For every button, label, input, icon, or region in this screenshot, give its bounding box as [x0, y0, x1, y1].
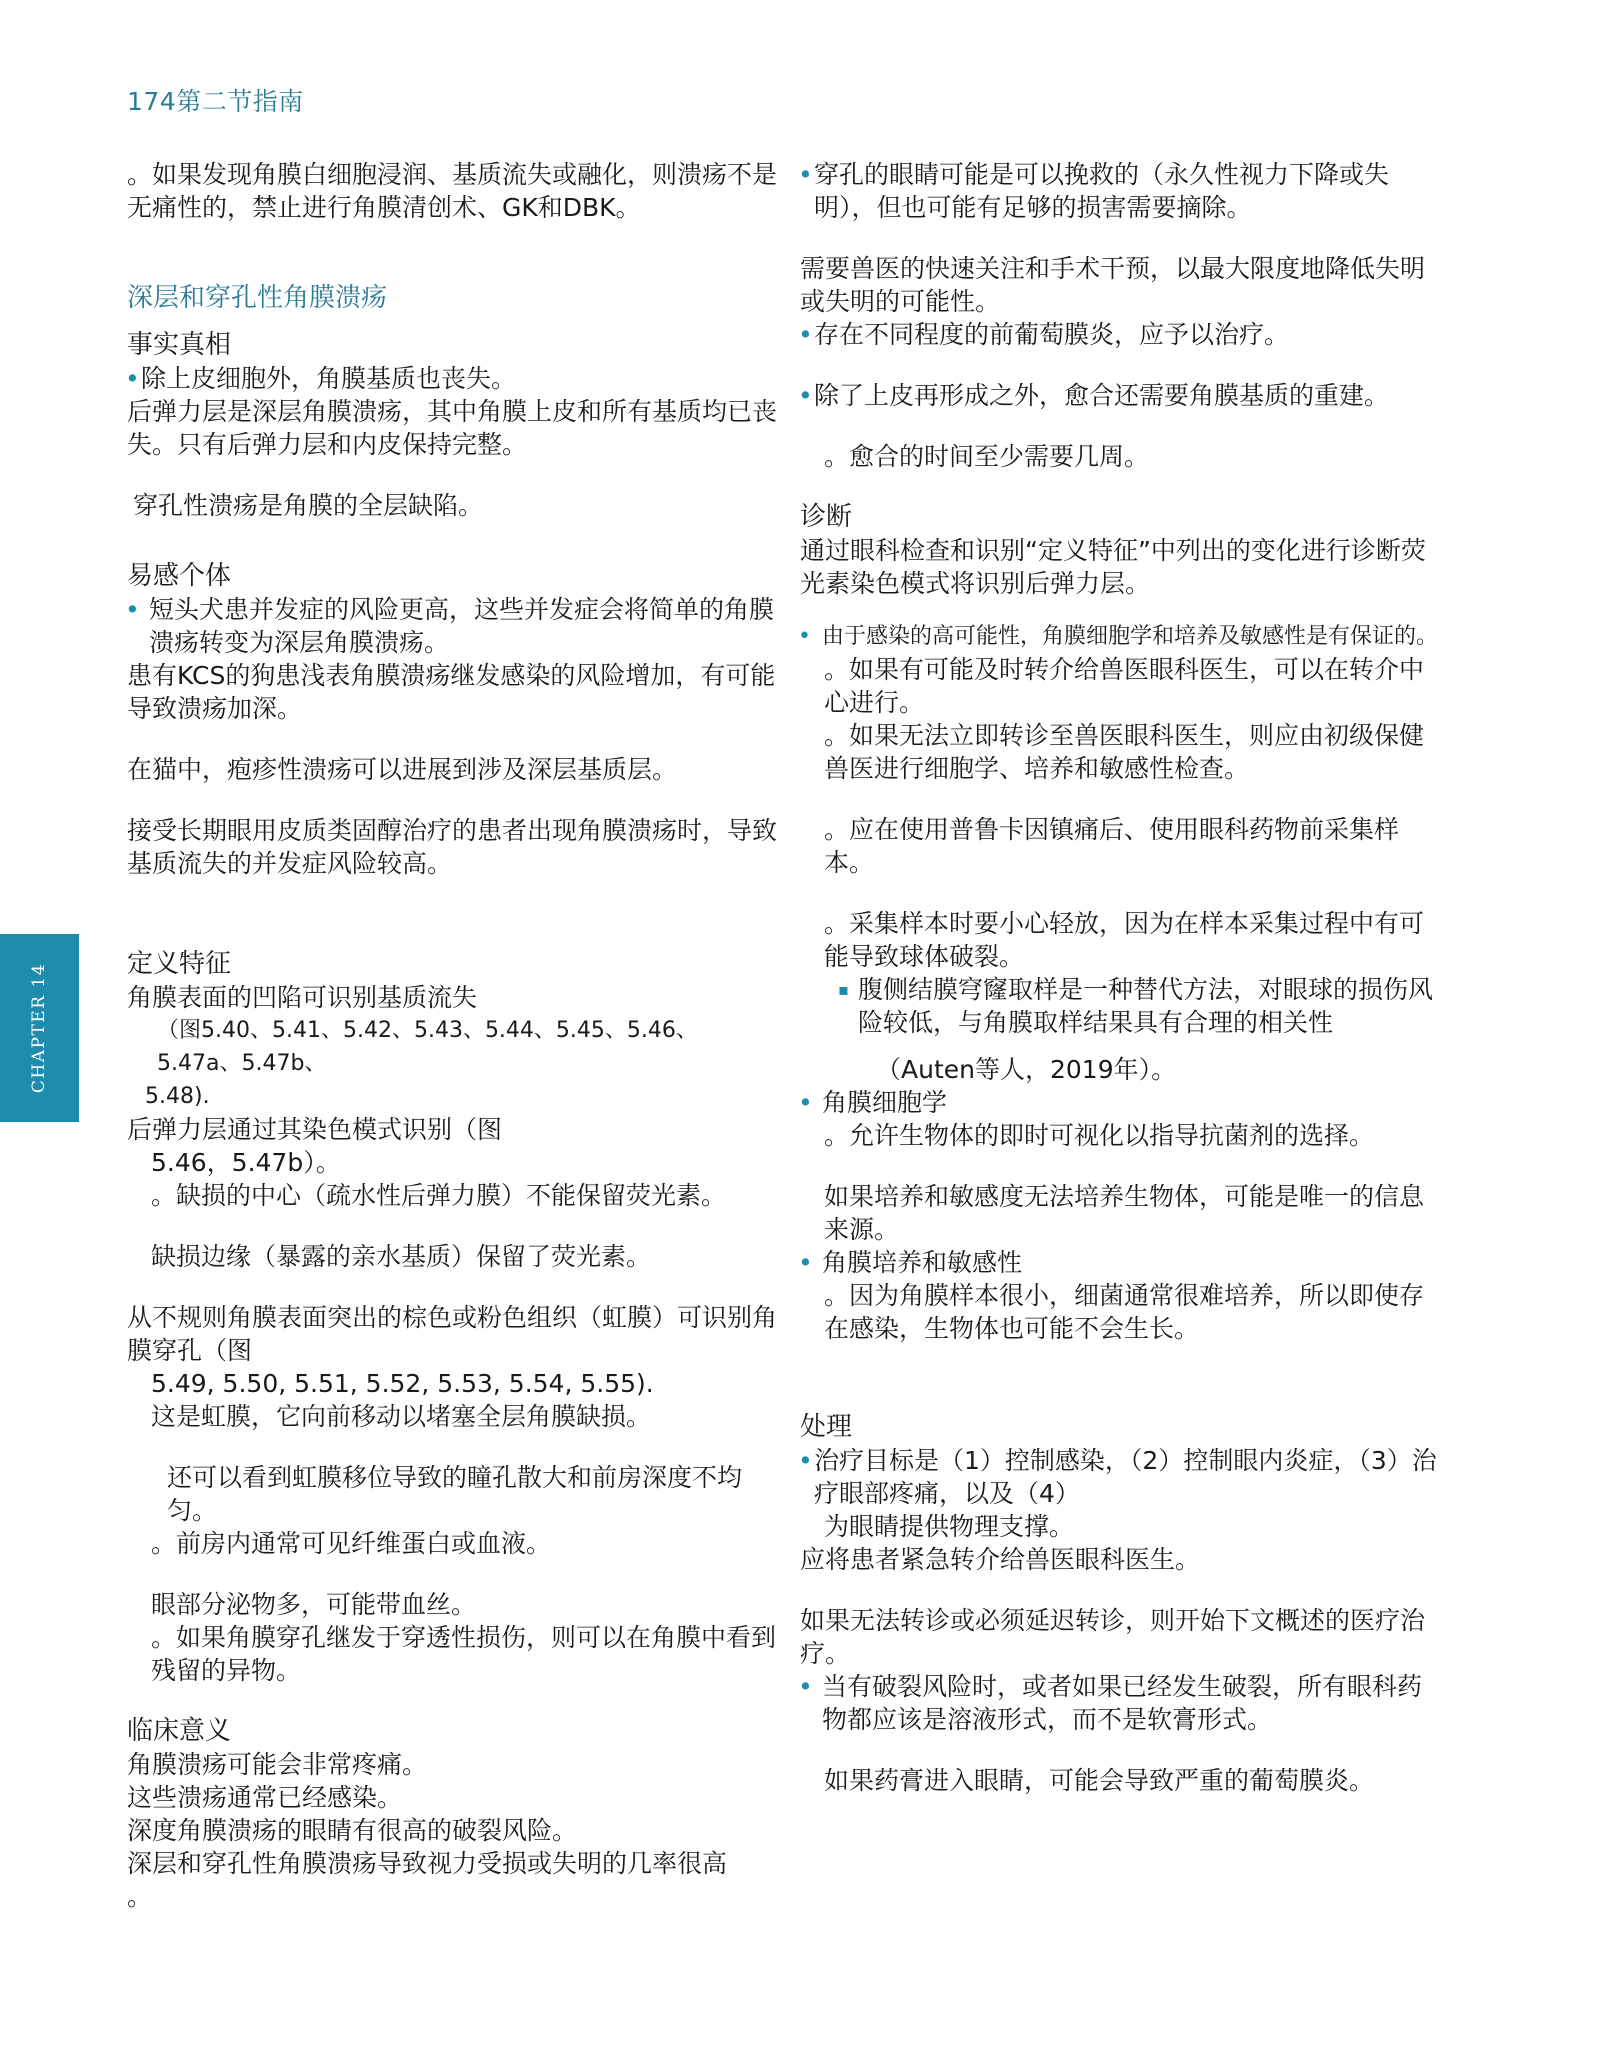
diagnosis-sub-5: 。允许生物体的即时可视化以指导抗菌剂的选择。: [824, 1121, 1375, 1150]
diagnosis-sub-4: 。采集样本时要小心轻放，因为在样本采集过程中有可能导致球体破裂。: [824, 909, 1425, 971]
treatment-sub-1: 如果药膏进入眼睛，可能会导致严重的葡萄膜炎。: [824, 1766, 1375, 1795]
defining-paragraph-8: 。前房内通常可见纤维蛋白或血液。: [151, 1529, 552, 1558]
treatment-bullet-1: • 治疗目标是（1）控制感染，（2）控制眼内炎症，（3）治疗眼部疼痛，以及（4）: [800, 1444, 1440, 1510]
chapter-tab-label: CHAPTER 14: [29, 962, 50, 1094]
susceptible-paragraph-2: 在猫中，疱疹性溃疡可以进展到涉及深层基质层。: [127, 755, 678, 784]
diagnosis-citation: （Auten等人，2019年）。: [876, 1055, 1177, 1084]
diagnosis-sub-1: 。如果有可能及时转介给兽医眼科医生，可以在转介中心进行。: [824, 655, 1425, 717]
treatment-bullet-2: • 当有破裂风险时，或者如果已经发生破裂，所有眼科药物都应该是溶液形式，而不是软膏形式。: [800, 1670, 1440, 1736]
defining-paragraph-4: 缺损边缘（暴露的亲水基质）保留了荧光素。: [151, 1242, 652, 1271]
clinical-paragraph-4: 深层和穿孔性角膜溃疡导致视力受损或失明的几率很高: [127, 1849, 728, 1878]
defining-figures-3: 5.49, 5.50, 5.51, 5.52, 5.53, 5.54, 5.55).: [151, 1369, 654, 1398]
defining-figures-1b: 5.48).: [145, 1084, 210, 1109]
diagnosis-sub-3: 。应在使用普鲁卡因镇痛后、使用眼科药物前采集样本。: [824, 815, 1400, 877]
clinical-paragraph-2: 这些溃疡通常已经感染。: [127, 1783, 403, 1812]
clinical-paragraph-4-end: 。: [127, 1882, 153, 1911]
right-paragraph-2: 。愈合的时间至少需要几周。: [824, 442, 1150, 471]
clinical-paragraph-1: 角膜溃疡可能会非常疼痛。: [127, 1750, 428, 1779]
susceptible-heading: 易感个体: [127, 561, 232, 591]
defining-paragraph-3: 。缺损的中心（疏水性后弹力膜）不能保留荧光素。: [151, 1181, 727, 1210]
facts-heading: 事实真相: [127, 330, 232, 360]
defining-paragraph-2: 后弹力层通过其染色模式识别（图: [127, 1115, 503, 1144]
diagnosis-square-text: ▪ 腹侧结膜穹窿取样是一种替代方法，对眼球的损伤风险较低，与角膜取样结果具有合理的相关性: [858, 975, 1434, 1037]
defining-paragraph-9: 眼部分泌物多，可能带血丝。: [151, 1590, 477, 1619]
right-bullet-3: • 除了上皮再形成之外，愈合还需要角膜基质的重建。: [800, 379, 1440, 412]
chapter-tab: [0, 934, 79, 1122]
diagnosis-bullet-2: • 角膜细胞学: [800, 1086, 1440, 1119]
defining-paragraph-7: 还可以看到虹膜移位导致的瞳孔散大和前房深度不均匀。: [167, 1463, 743, 1525]
clinical-paragraph-3: 深度角膜溃疡的眼睛有很高的破裂风险。: [127, 1816, 578, 1845]
diagnosis-bullet-1: • 由于感染的高可能性，角膜细胞学和培养及敏感性是有保证的。: [800, 620, 1440, 653]
defining-paragraph-1: 角膜表面的凹陷可识别基质流失: [127, 983, 478, 1012]
treatment-paragraph-1: 应将患者紧急转介给兽医眼科医生。: [800, 1545, 1201, 1574]
treatment-heading: 处理: [800, 1412, 853, 1442]
defining-paragraph-6: 这是虹膜，它向前移动以堵塞全层角膜缺损。: [151, 1402, 652, 1431]
defining-heading: 定义特征: [127, 949, 232, 979]
diagnosis-paragraph-1: 通过眼科检查和识别“定义特征”中列出的变化进行诊断荧光素染色模式将识别后弹力层。: [800, 536, 1426, 598]
facts-paragraph-1: 后弹力层是深层角膜溃疡，其中角膜上皮和所有基质均已丧失。只有后弹力层和内皮保持完整。: [127, 397, 778, 459]
diagnosis-heading: 诊断: [800, 502, 853, 532]
right-paragraph-1: 需要兽医的快速关注和手术干预，以最大限度地降低失明或失明的可能性。: [800, 254, 1426, 316]
facts-bullet: • 除上皮细胞外，角膜基质也丧失。: [127, 362, 777, 395]
defining-paragraph-10: 。如果角膜穿孔继发于穿透性损伤，则可以在角膜中看到残留的异物。: [151, 1623, 777, 1685]
susceptible-paragraph-3: 接受长期眼用皮质类固醇治疗的患者出现角膜溃疡时，导致基质流失的并发症风险较高。: [127, 816, 778, 878]
intro-paragraph: 。如果发现角膜白细胞浸润、基质流失或融化，则溃疡不是无痛性的，禁止进行角膜清创术、GK和DBK。: [127, 160, 778, 222]
page-header: 174第二节指南: [127, 87, 304, 116]
right-bullet-2: • 存在不同程度的前葡萄膜炎，应予以治疗。: [800, 318, 1440, 351]
diagnosis-sub-6: 如果培养和敏感度无法培养生物体，可能是唯一的信息来源。: [824, 1182, 1425, 1244]
susceptible-bullet: • 短头犬患并发症的风险更高，这些并发症会将简单的角膜溃疡转变为深层角膜溃疡。: [127, 593, 777, 659]
diagnosis-square-bullet: [800, 973, 1440, 1039]
right-bullet-1: • 穿孔的眼睛可能是可以挽救的（永久性视力下降或失明），但也可能有足够的损害需要摘除。: [800, 158, 1440, 224]
susceptible-paragraph-1: 患有KCS的狗患浅表角膜溃疡继发感染的风险增加，有可能导致溃疡加深。: [127, 661, 776, 723]
left-column: [127, 158, 777, 1913]
defining-paragraph-5: 从不规则角膜表面突出的棕色或粉色组织（虹膜）可识别角膜穿孔（图: [127, 1303, 778, 1365]
clinical-heading: 临床意义: [127, 1716, 232, 1746]
defining-figures-2: 5.46，5.47b）。: [151, 1148, 341, 1177]
diagnosis-bullet-3: • 角膜培养和敏感性: [800, 1246, 1440, 1279]
right-column: [800, 158, 1440, 1797]
diagnosis-sub-7: 。因为角膜样本很小，细菌通常很难培养，所以即使存在感染，生物体也可能不会生长。: [824, 1281, 1425, 1343]
section-title: 深层和穿孔性角膜溃疡: [127, 283, 388, 313]
defining-figures-1: （图5.40、5.41、5.42、5.43、5.44、5.45、5.46、5.47a、5.47b、: [157, 1018, 698, 1076]
treatment-paragraph-2: 如果无法转诊或必须延迟转诊，则开始下文概述的医疗治疗。: [800, 1606, 1426, 1668]
treatment-bullet-1-cont: 为眼睛提供物理支撑。: [824, 1512, 1075, 1541]
facts-paragraph-2: 穿孔性溃疡是角膜的全层缺陷。: [133, 491, 484, 520]
diagnosis-sub-2: 。如果无法立即转诊至兽医眼科医生，则应由初级保健兽医进行细胞学、培养和敏感性检查。: [824, 721, 1425, 783]
